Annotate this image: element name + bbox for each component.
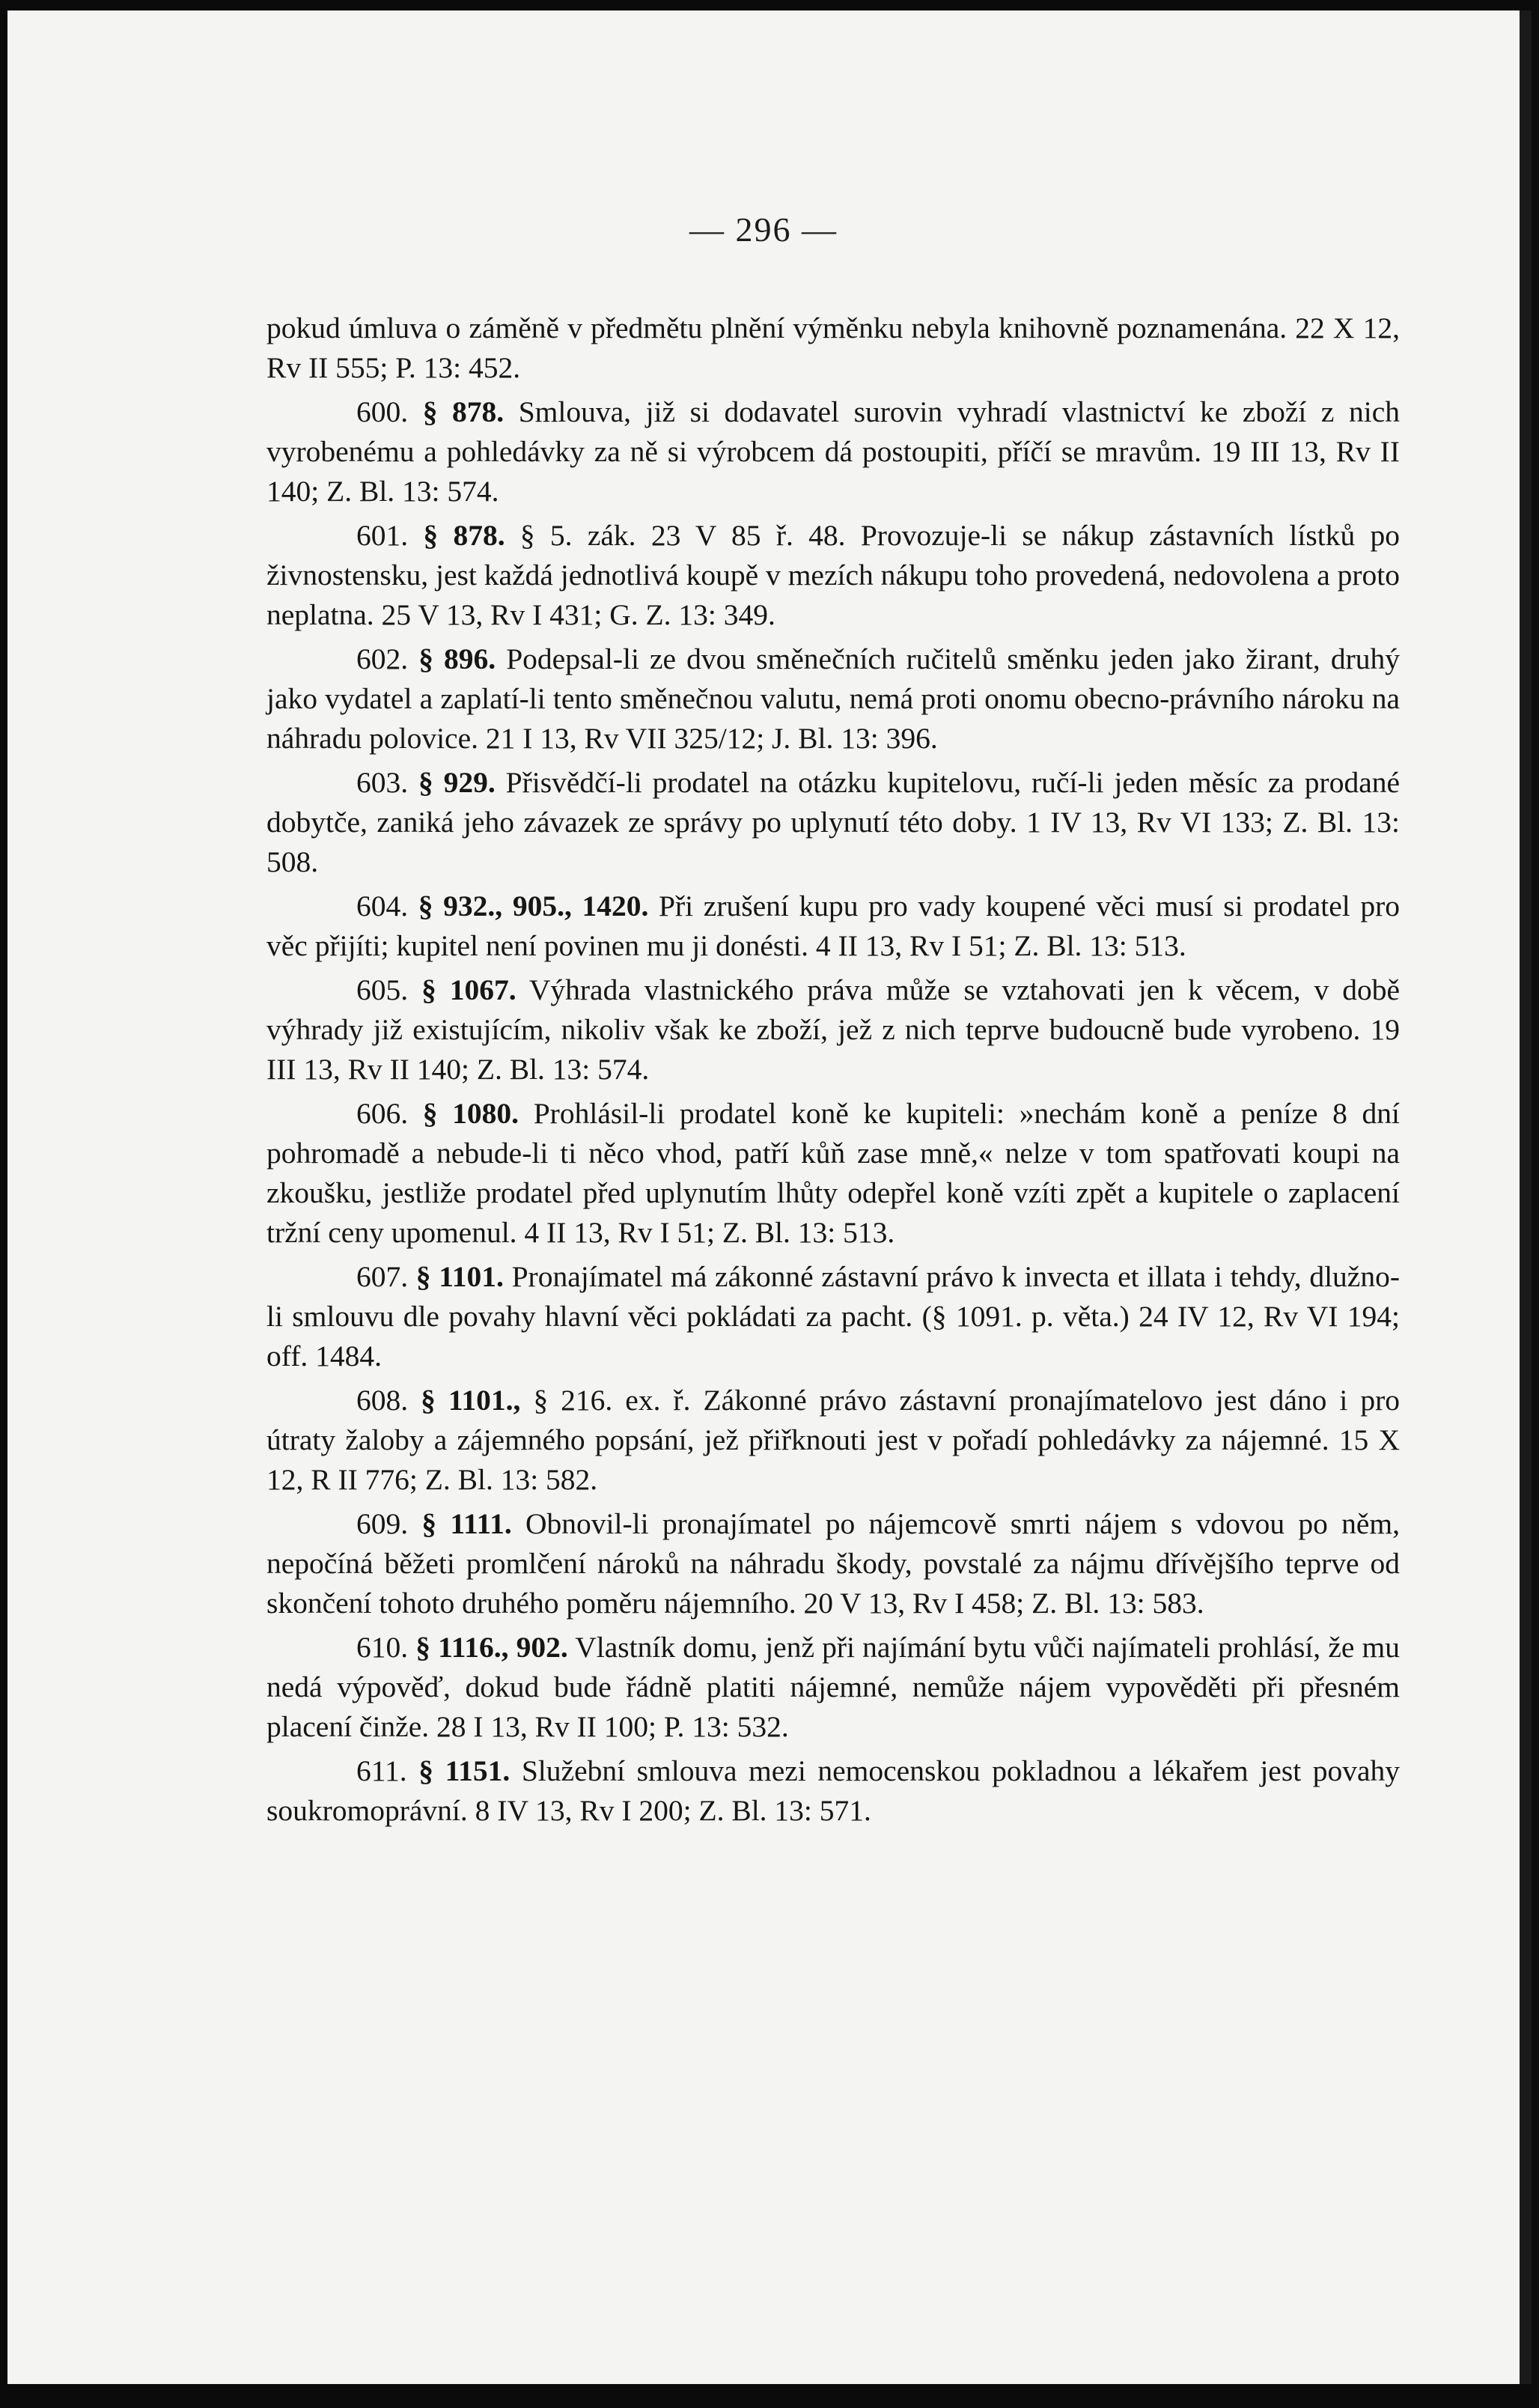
entry-number: 609.: [356, 1507, 409, 1540]
entry-number: 605.: [356, 973, 409, 1006]
entry-610: [266, 1628, 1400, 1747]
entry-section: § 1101.: [415, 1260, 504, 1293]
entry-text: Obnovil-li pronajímatel po nájemcově smrti nájem s vdovou po něm, nepočíná běžeti promlčení nároků na náhradu škody, povstalé za nájmu dřívějšího teprve od skončení tohoto druhého poměru nájemního. 20 V 13, Rv I 458; Z. Bl. 13: 583.: [266, 1507, 1401, 1620]
entry-section: § 1080.: [422, 1097, 519, 1130]
page-number: — 296 —: [689, 210, 838, 249]
entry-600: [266, 392, 1400, 511]
entry-text: Pronajímatel má zákonné zástavní právo k invecta et illata i tehdy, dlužno-li smlouvu dle povahy hlavní věci pokládati za pacht. (§ 1091. p. věta.) 24 IV 12, Rv VI 194; off. 1484.: [266, 1260, 1400, 1372]
entry-601: [266, 516, 1400, 635]
entry-number: 607.: [356, 1260, 409, 1293]
entry-text: Výhrada vlastnického práva může se vztahovati jen k věcem, v době výhrady již existujícím, nikoliv však ke zboží, jež z nich teprve budoucně bude vyrobeno. 19 III 13, Rv II 140; Z. Bl. 13: 574.: [266, 973, 1401, 1086]
entry-section: § 932., 905., 1420.: [418, 890, 649, 922]
entry-number: 611.: [356, 1754, 407, 1787]
entry-text: Vlastník domu, jenž při najímání bytu vůči najímateli prohlásí, že mu nedá výpověď, dokud bude řádně platiti nájemné, nemůže nájem vypověděti při přesném placení činže. 28 I 13, Rv II 100; P. 13: 532.: [266, 1631, 1400, 1743]
entry-number: 603.: [356, 766, 409, 799]
entry-text: Podepsal-li ze dvou směnečních ručitelů směnku jeden jako žirant, druhý jako vydatel a zaplatí-li tento směnečnou valutu, nemá proti onomu obecno-právního nároku na náhradu polovice. 21 I 13, Rv VII 325/12; J. Bl. 13: 396.: [266, 642, 1400, 755]
entry-number: 602.: [356, 642, 409, 675]
entry-section: § 1116., 902.: [415, 1631, 568, 1664]
entry-section: § 878.: [423, 519, 505, 552]
entry-text: § 5. zák. 23 V 85 ř. 48. Provozuje-li se nákup zástavních lístků po živnostensku, jest každá jednotlivá koupě v mezích nákupu toho provedená, nedovolena a proto neplatna. 25 V 13, Rv I 431; G. Z. 13: 349.: [266, 519, 1400, 631]
entry-section: § 1067.: [421, 973, 516, 1006]
entry-section: § 929.: [418, 766, 496, 799]
entry-608: [266, 1381, 1400, 1500]
entry-605: [266, 970, 1400, 1089]
entry-609: [266, 1504, 1400, 1623]
entry-section: § 1151.: [418, 1754, 511, 1787]
entry-611: [266, 1751, 1400, 1831]
entry-607: [266, 1257, 1400, 1376]
entry-section: § 878.: [422, 395, 505, 428]
entry-602: [266, 639, 1400, 758]
entry-604: [266, 887, 1400, 966]
entry-number: 606.: [356, 1097, 409, 1130]
entry-number: 610.: [356, 1631, 409, 1664]
entry-text: Služební smlouva mezi nemocenskou pokladnou a lékařem jest povahy soukromoprávní. 8 IV 13, Rv I 200; Z. Bl. 13: 571.: [266, 1754, 1401, 1827]
intro-paragraph: pokud úmluva o záměně v předmětu plnění výměnku nebyla knihovně poznamenána. 22 X 12, Rv II 555; P. 13: 452.: [266, 311, 1400, 384]
entry-606: [266, 1094, 1400, 1253]
entry-text: Při zrušení kupu pro vady koupené věci musí si prodatel pro věc přijíti; kupitel není povinen mu ji donésti. 4 II 13, Rv I 51; Z. Bl. 13: 513.: [266, 890, 1401, 962]
entry-text: Přisvědčí-li prodatel na otázku kupitelovu, ručí-li jeden měsíc za prodané dobytče, zaniká jeho závazek ze správy po uplynutí této doby. 1 IV 13, Rv VI 133; Z. Bl. 13: 508.: [266, 766, 1401, 878]
book-page: [7, 10, 1532, 2384]
entry-section: § 896.: [418, 642, 496, 675]
entry-number: 601.: [356, 519, 409, 552]
entry-section: § 1101.,: [421, 1384, 521, 1417]
entry-number: 608.: [356, 1384, 409, 1417]
page-body: [266, 308, 1400, 1831]
entry-603: [266, 763, 1400, 882]
entry-text: Smlouva, již si dodavatel surovin vyhradí vlastnictví ke zboží z nich vyrobenému a pohledávky za ně si výrobcem dá postoupiti, příčí se mravům. 19 III 13, Rv II 140; Z. Bl. 13: 574.: [266, 395, 1401, 508]
entry-number: 600.: [356, 395, 409, 428]
entry-text: Prohlásil-li prodatel koně ke kupiteli: »nechám koně a peníze 8 dní pohromadě a nebude-li ti něco vhod, patří kůň zase mně,« nelze v tom spatřovati koupi na zkoušku, jestliže prodatel před uplynutím lhůty odepřel koně vzíti zpět a kupitele o zaplacení tržní ceny upomenul. 4 II 13, Rv I 51; Z. Bl. 13: 513.: [266, 1097, 1401, 1249]
entry-text: § 216. ex. ř. Zákonné právo zástavní pronajímatelovo jest dáno i pro útraty žaloby a zájemného popsání, jež přiřknouti jest v pořadí pohledávky za nájemné. 15 X 12, R II 776; Z. Bl. 13: 582.: [266, 1384, 1401, 1496]
entry-number: 604.: [356, 890, 409, 922]
entry-section: § 1111.: [421, 1507, 512, 1540]
